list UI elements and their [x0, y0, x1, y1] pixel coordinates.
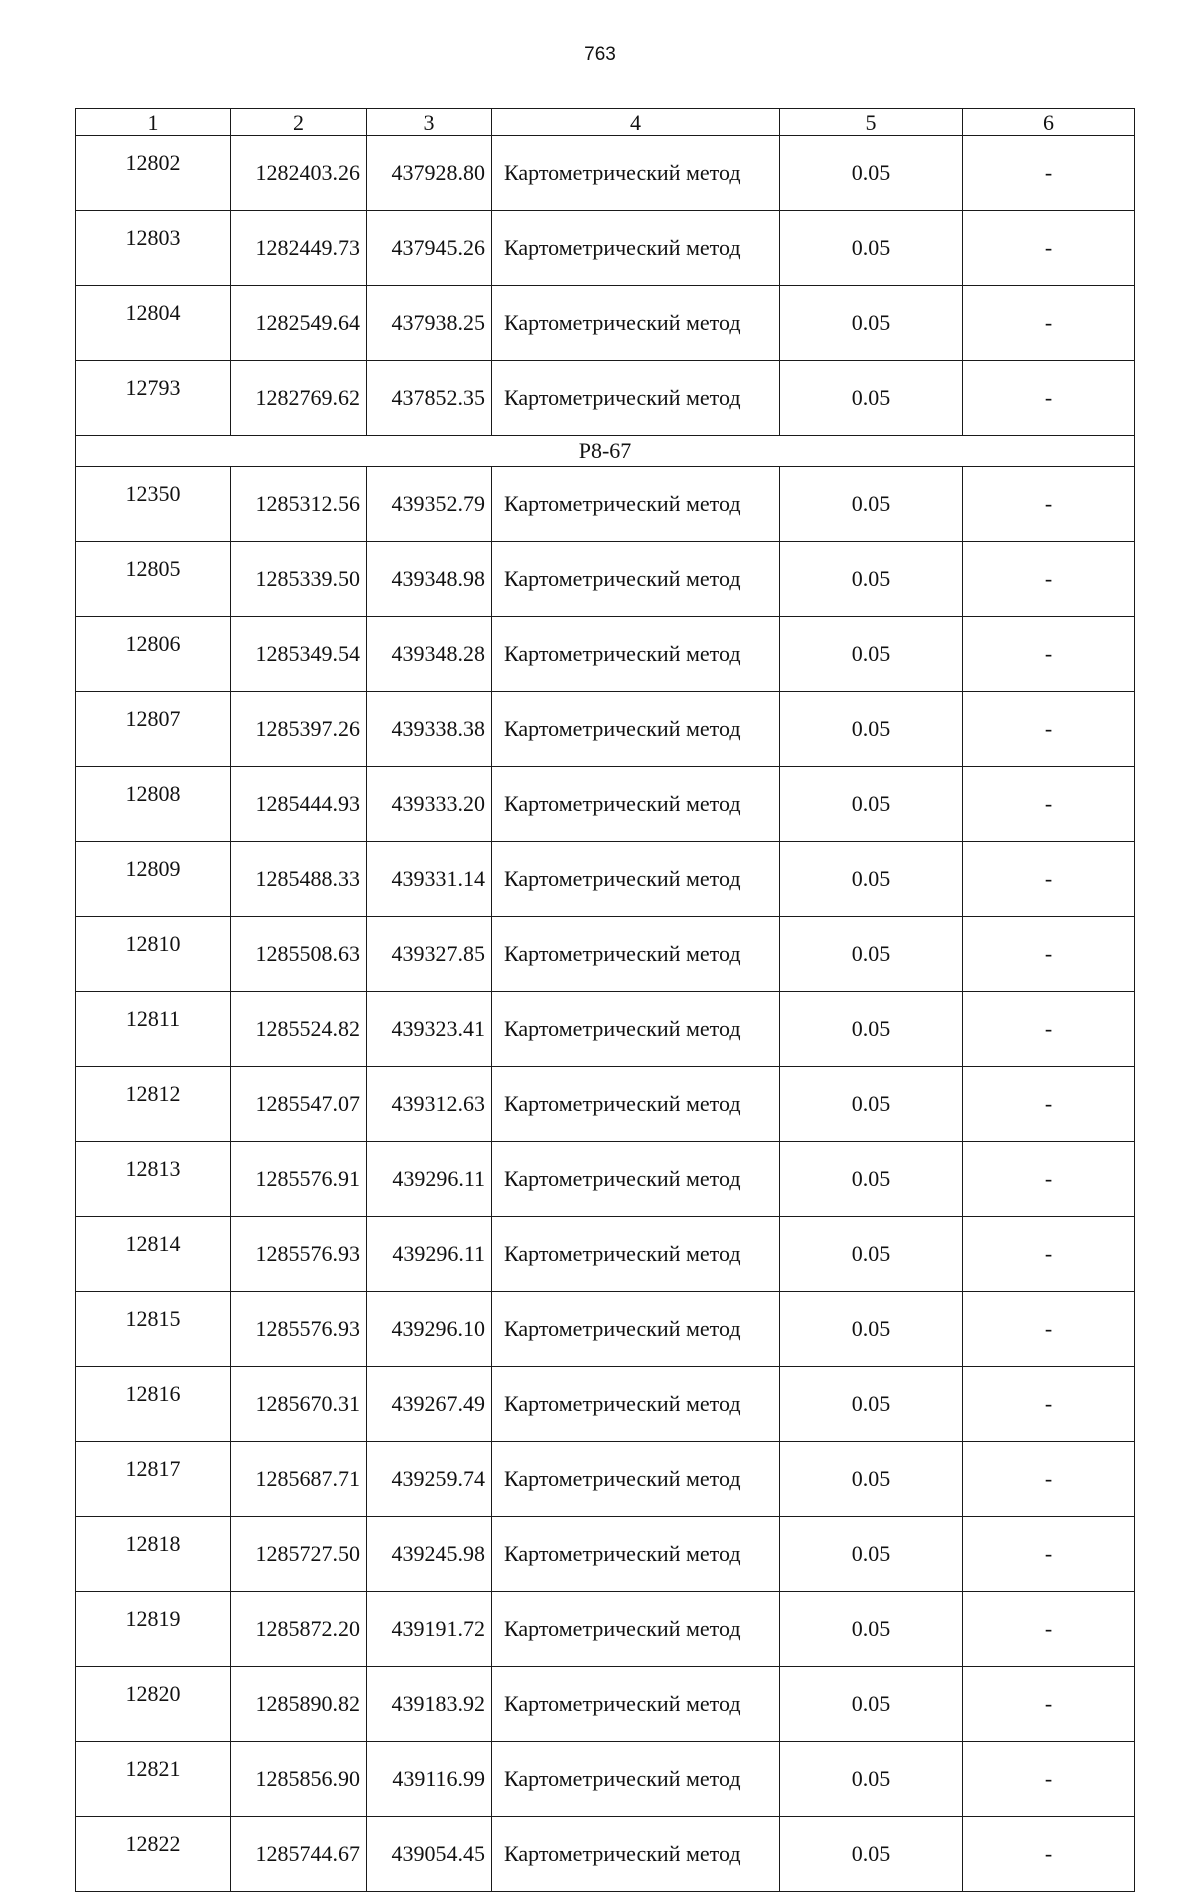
y-coordinate-cell: 439183.92	[367, 1667, 492, 1742]
x-coordinate-cell: 1285670.31	[231, 1367, 367, 1442]
method-cell: Картометрический метод	[492, 1142, 780, 1217]
header-row	[76, 109, 1135, 136]
accuracy-cell: 0.05	[780, 1742, 963, 1817]
table-row	[76, 1667, 1135, 1742]
method-cell: Картометрический метод	[492, 136, 780, 211]
description-cell: -	[963, 136, 1135, 211]
accuracy-cell: 0.05	[780, 361, 963, 436]
x-coordinate-cell: 1282403.26	[231, 136, 367, 211]
point-number-cell: 12821	[76, 1742, 231, 1817]
table-row	[76, 992, 1135, 1067]
page-number: 763	[584, 44, 616, 65]
accuracy-cell: 0.05	[780, 1667, 963, 1742]
point-number-cell: 12809	[76, 842, 231, 917]
y-coordinate-cell: 439348.28	[367, 617, 492, 692]
x-coordinate-cell: 1285547.07	[231, 1067, 367, 1142]
accuracy-cell: 0.05	[780, 1292, 963, 1367]
point-number-cell: 12808	[76, 767, 231, 842]
y-coordinate-cell: 439296.11	[367, 1142, 492, 1217]
description-cell: -	[963, 1817, 1135, 1892]
description-cell: -	[963, 1442, 1135, 1517]
y-coordinate-cell: 439312.63	[367, 1067, 492, 1142]
accuracy-cell: 0.05	[780, 1367, 963, 1442]
method-cell: Картометрический метод	[492, 1742, 780, 1817]
method-cell: Картометрический метод	[492, 1367, 780, 1442]
table-row	[76, 617, 1135, 692]
method-cell: Картометрический метод	[492, 286, 780, 361]
point-number-cell: 12814	[76, 1217, 231, 1292]
x-coordinate-cell: 1285349.54	[231, 617, 367, 692]
table-row	[76, 467, 1135, 542]
point-number-cell: 12820	[76, 1667, 231, 1742]
method-cell: Картометрический метод	[492, 1517, 780, 1592]
table-row	[76, 286, 1135, 361]
description-cell: -	[963, 1367, 1135, 1442]
description-cell: -	[963, 692, 1135, 767]
y-coordinate-cell: 439296.11	[367, 1217, 492, 1292]
point-number-cell: 12350	[76, 467, 231, 542]
description-cell: -	[963, 842, 1135, 917]
table-row	[76, 1142, 1135, 1217]
point-number-cell: 12807	[76, 692, 231, 767]
x-coordinate-cell: 1285312.56	[231, 467, 367, 542]
point-number-cell: 12819	[76, 1592, 231, 1667]
y-coordinate-cell: 439327.85	[367, 917, 492, 992]
x-coordinate-cell: 1285727.50	[231, 1517, 367, 1592]
table-row	[76, 361, 1135, 436]
method-cell: Картометрический метод	[492, 1292, 780, 1367]
y-coordinate-cell: 439191.72	[367, 1592, 492, 1667]
method-cell: Картометрический метод	[492, 1667, 780, 1742]
accuracy-cell: 0.05	[780, 1592, 963, 1667]
column-header: 6	[963, 109, 1135, 136]
accuracy-cell: 0.05	[780, 1442, 963, 1517]
accuracy-cell: 0.05	[780, 1517, 963, 1592]
x-coordinate-cell: 1285576.93	[231, 1292, 367, 1367]
x-coordinate-cell: 1285687.71	[231, 1442, 367, 1517]
description-cell: -	[963, 1217, 1135, 1292]
point-number-cell: 12815	[76, 1292, 231, 1367]
table-row	[76, 1367, 1135, 1442]
y-coordinate-cell: 439245.98	[367, 1517, 492, 1592]
y-coordinate-cell: 439338.38	[367, 692, 492, 767]
y-coordinate-cell: 439054.45	[367, 1817, 492, 1892]
y-coordinate-cell: 437852.35	[367, 361, 492, 436]
description-cell: -	[963, 1742, 1135, 1817]
x-coordinate-cell: 1282449.73	[231, 211, 367, 286]
table-row	[76, 1442, 1135, 1517]
accuracy-cell: 0.05	[780, 286, 963, 361]
accuracy-cell: 0.05	[780, 467, 963, 542]
x-coordinate-cell: 1285488.33	[231, 842, 367, 917]
point-number-cell: 12817	[76, 1442, 231, 1517]
point-number-cell: 12822	[76, 1817, 231, 1892]
x-coordinate-cell: 1285872.20	[231, 1592, 367, 1667]
x-coordinate-cell: 1282769.62	[231, 361, 367, 436]
method-cell: Картометрический метод	[492, 1817, 780, 1892]
table-row	[76, 917, 1135, 992]
table-row	[76, 136, 1135, 211]
point-number-cell: 12802	[76, 136, 231, 211]
y-coordinate-cell: 439296.10	[367, 1292, 492, 1367]
x-coordinate-cell: 1285744.67	[231, 1817, 367, 1892]
accuracy-cell: 0.05	[780, 542, 963, 617]
y-coordinate-cell: 437928.80	[367, 136, 492, 211]
section-title: Р8-67	[76, 436, 1135, 467]
method-cell: Картометрический метод	[492, 361, 780, 436]
accuracy-cell: 0.05	[780, 767, 963, 842]
column-header: 2	[231, 109, 367, 136]
method-cell: Картометрический метод	[492, 692, 780, 767]
table-row	[76, 1217, 1135, 1292]
method-cell: Картометрический метод	[492, 542, 780, 617]
point-number-cell: 12793	[76, 361, 231, 436]
y-coordinate-cell: 439267.49	[367, 1367, 492, 1442]
method-cell: Картометрический метод	[492, 767, 780, 842]
method-cell: Картометрический метод	[492, 842, 780, 917]
description-cell: -	[963, 286, 1135, 361]
y-coordinate-cell: 439323.41	[367, 992, 492, 1067]
table-row	[76, 1742, 1135, 1817]
point-number-cell: 12803	[76, 211, 231, 286]
table-row	[76, 1817, 1135, 1892]
description-cell: -	[963, 467, 1135, 542]
table-row	[76, 542, 1135, 617]
description-cell: -	[963, 542, 1135, 617]
x-coordinate-cell: 1285576.93	[231, 1217, 367, 1292]
description-cell: -	[963, 767, 1135, 842]
x-coordinate-cell: 1285524.82	[231, 992, 367, 1067]
point-number-cell: 12813	[76, 1142, 231, 1217]
method-cell: Картометрический метод	[492, 211, 780, 286]
accuracy-cell: 0.05	[780, 692, 963, 767]
y-coordinate-cell: 439259.74	[367, 1442, 492, 1517]
section-row	[76, 436, 1135, 467]
table-row	[76, 1517, 1135, 1592]
accuracy-cell: 0.05	[780, 1817, 963, 1892]
method-cell: Картометрический метод	[492, 1217, 780, 1292]
accuracy-cell: 0.05	[780, 842, 963, 917]
description-cell: -	[963, 1067, 1135, 1142]
coordinates-table	[75, 108, 1135, 1892]
y-coordinate-cell: 437945.26	[367, 211, 492, 286]
column-header: 1	[76, 109, 231, 136]
table-row	[76, 211, 1135, 286]
x-coordinate-cell: 1285890.82	[231, 1667, 367, 1742]
method-cell: Картометрический метод	[492, 917, 780, 992]
accuracy-cell: 0.05	[780, 992, 963, 1067]
y-coordinate-cell: 439116.99	[367, 1742, 492, 1817]
x-coordinate-cell: 1285508.63	[231, 917, 367, 992]
accuracy-cell: 0.05	[780, 211, 963, 286]
point-number-cell: 12818	[76, 1517, 231, 1592]
point-number-cell: 12811	[76, 992, 231, 1067]
x-coordinate-cell: 1285339.50	[231, 542, 367, 617]
x-coordinate-cell: 1282549.64	[231, 286, 367, 361]
point-number-cell: 12810	[76, 917, 231, 992]
column-header: 5	[780, 109, 963, 136]
point-number-cell: 12816	[76, 1367, 231, 1442]
accuracy-cell: 0.05	[780, 917, 963, 992]
method-cell: Картометрический метод	[492, 992, 780, 1067]
description-cell: -	[963, 1667, 1135, 1742]
point-number-cell: 12804	[76, 286, 231, 361]
y-coordinate-cell: 439348.98	[367, 542, 492, 617]
description-cell: -	[963, 211, 1135, 286]
x-coordinate-cell: 1285856.90	[231, 1742, 367, 1817]
table-row	[76, 842, 1135, 917]
table-body	[76, 109, 1135, 1892]
x-coordinate-cell: 1285444.93	[231, 767, 367, 842]
accuracy-cell: 0.05	[780, 1067, 963, 1142]
table-row	[76, 692, 1135, 767]
method-cell: Картометрический метод	[492, 617, 780, 692]
method-cell: Картометрический метод	[492, 467, 780, 542]
point-number-cell: 12812	[76, 1067, 231, 1142]
description-cell: -	[963, 1292, 1135, 1367]
method-cell: Картометрический метод	[492, 1067, 780, 1142]
description-cell: -	[963, 361, 1135, 436]
accuracy-cell: 0.05	[780, 1217, 963, 1292]
description-cell: -	[963, 1142, 1135, 1217]
accuracy-cell: 0.05	[780, 617, 963, 692]
accuracy-cell: 0.05	[780, 1142, 963, 1217]
y-coordinate-cell: 437938.25	[367, 286, 492, 361]
description-cell: -	[963, 617, 1135, 692]
table-row	[76, 1292, 1135, 1367]
column-header: 4	[492, 109, 780, 136]
x-coordinate-cell: 1285397.26	[231, 692, 367, 767]
point-number-cell: 12806	[76, 617, 231, 692]
description-cell: -	[963, 1592, 1135, 1667]
point-number-cell: 12805	[76, 542, 231, 617]
x-coordinate-cell: 1285576.91	[231, 1142, 367, 1217]
description-cell: -	[963, 992, 1135, 1067]
method-cell: Картометрический метод	[492, 1592, 780, 1667]
accuracy-cell: 0.05	[780, 136, 963, 211]
method-cell: Картометрический метод	[492, 1442, 780, 1517]
y-coordinate-cell: 439333.20	[367, 767, 492, 842]
table-row	[76, 1592, 1135, 1667]
y-coordinate-cell: 439352.79	[367, 467, 492, 542]
column-header: 3	[367, 109, 492, 136]
table-row	[76, 1067, 1135, 1142]
y-coordinate-cell: 439331.14	[367, 842, 492, 917]
table-row	[76, 767, 1135, 842]
description-cell: -	[963, 917, 1135, 992]
description-cell: -	[963, 1517, 1135, 1592]
